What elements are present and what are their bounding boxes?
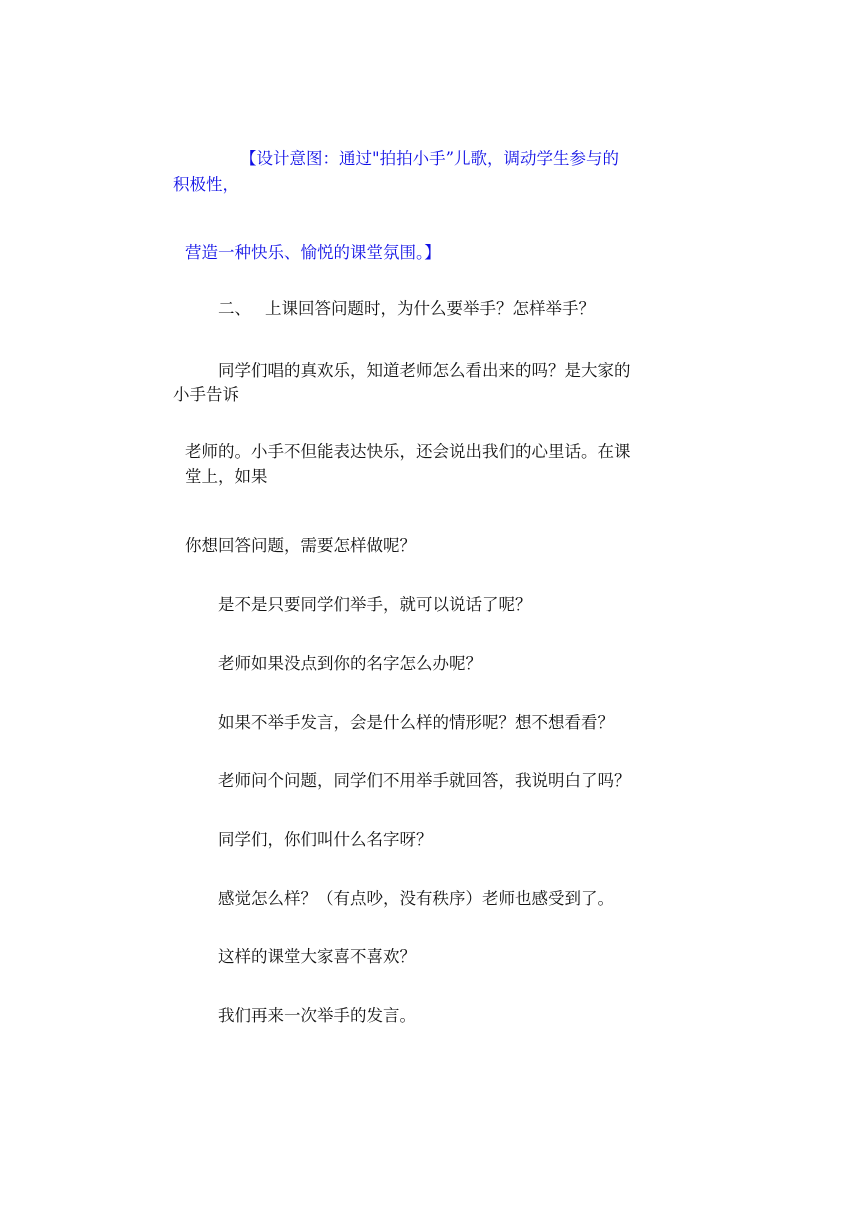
question-line: 这样的课堂大家喜不喜欢？ bbox=[218, 947, 416, 966]
design-note-line-1: 【设计意图：通过"拍拍小手”儿歌，调动学生参与的 bbox=[240, 149, 620, 168]
intro-line-2: 小手告诉 bbox=[173, 385, 239, 404]
question-line: 老师如果没点到你的名字怎么办呢？ bbox=[218, 654, 482, 673]
question-line: 如果不举手发言，会是什么样的情形呢？想不想看看？ bbox=[218, 713, 614, 732]
question-line: 同学们，你们叫什么名字呀？ bbox=[218, 830, 433, 849]
question-line: 我们再来一次举手的发言。 bbox=[218, 1006, 416, 1025]
intro-line-5: 你想回答问题，需要怎样做呢？ bbox=[185, 536, 416, 555]
question-line: 是不是只要同学们举手，就可以说话了呢？ bbox=[218, 595, 532, 614]
intro-line-4: 堂上，如果 bbox=[185, 467, 268, 486]
section-number: 二、 bbox=[218, 299, 251, 318]
intro-line-3: 老师的。小手不但能表达快乐，还会说出我们的心里话。在课 bbox=[185, 442, 631, 461]
design-note-line-2: 积极性， bbox=[173, 175, 239, 194]
question-line: 感觉怎么样？（有点吵，没有秩序）老师也感受到了。 bbox=[218, 889, 614, 908]
section-heading: 上课回答问题时，为什么要举手？怎样举手？ bbox=[265, 299, 595, 318]
design-note-line-3: 营造一种快乐、愉悦的课堂氛围。】 bbox=[185, 243, 441, 262]
question-line: 老师问个问题，同学们不用举手就回答，我说明白了吗？ bbox=[218, 771, 631, 790]
intro-line-1: 同学们唱的真欢乐，知道老师怎么看出来的吗？是大家的 bbox=[218, 361, 631, 380]
